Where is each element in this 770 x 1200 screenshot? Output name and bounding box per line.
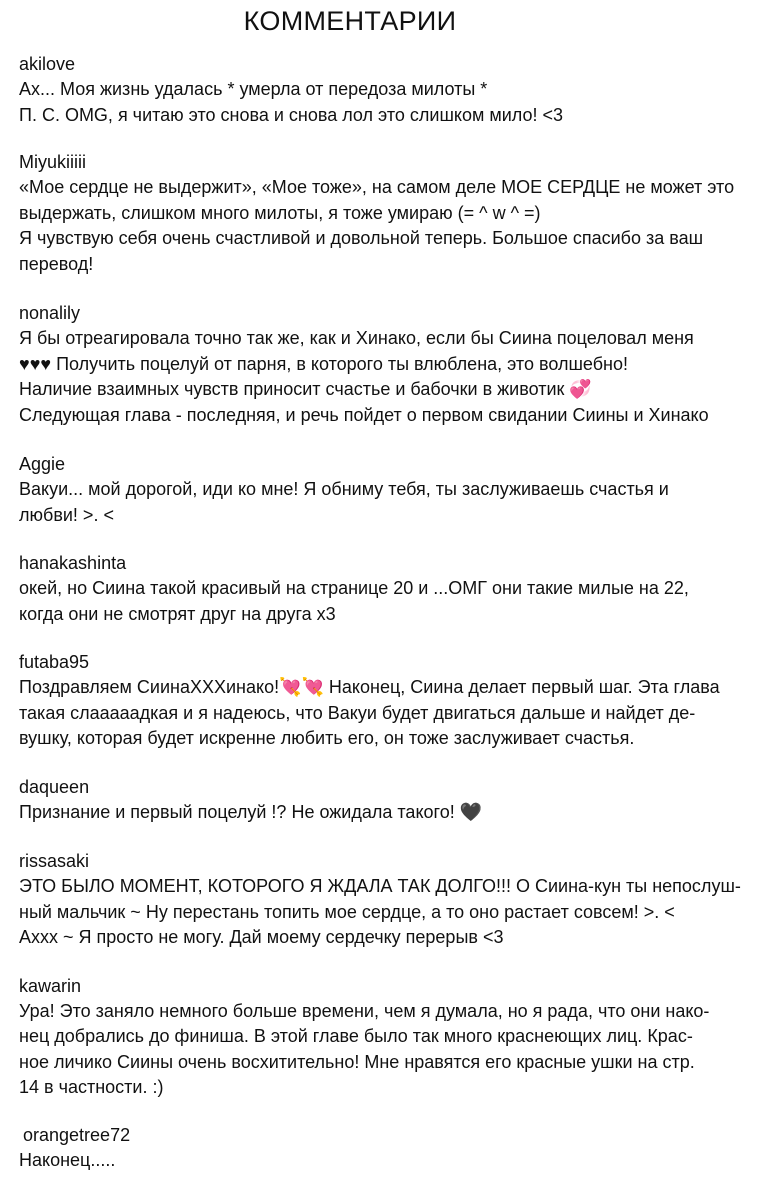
comment bbox=[19, 650, 764, 752]
comment-text-line: «Мое сердце не выдержит», «Мое тоже», на самом деле МОЕ СЕРДЦЕ не может это bbox=[19, 177, 735, 197]
comment-text-line: окей, но Сиина такой красивый на странице 20 и ...ОМГ они такие милые на 22, bbox=[19, 578, 689, 598]
comment bbox=[19, 974, 764, 1101]
comment bbox=[19, 775, 764, 826]
comment bbox=[19, 551, 764, 627]
comment-text-line: Ах... Моя жизнь удалась * умерла от передоза милоты * bbox=[19, 79, 488, 99]
comment-author: orangetree72 bbox=[23, 1124, 131, 1145]
comment-text-line: П. С. OMG, я читаю это снова и снова лол это слишком мило! <3 bbox=[19, 104, 564, 125]
comment-author: Miyukiiiii bbox=[19, 152, 86, 172]
comment-text-line: нец добрались до финиша. В этой главе было так много краснеющих лиц. Крас- bbox=[19, 1026, 693, 1046]
comment-text-line: ♥♥♥ Получить поцелуй от парня, в которого ты влюблена, это волшебно! bbox=[19, 353, 628, 374]
comment-text-line: вушку, которая будет искренне любить его, он тоже заслуживает счастья. bbox=[19, 728, 635, 748]
comment-text-line: Ура! Это заняло немного больше времени, чем я думала, но я рада, что они нако- bbox=[19, 1000, 710, 1021]
comment-author: daqueen bbox=[19, 776, 90, 797]
comment-author: nonalily bbox=[19, 303, 81, 323]
comment-text-line: Признание и первый поцелуй !? Не ожидала такого! 🖤 bbox=[19, 801, 483, 822]
comment bbox=[19, 849, 764, 951]
comment-text-line: 14 в частности. :) bbox=[19, 1077, 164, 1097]
comment bbox=[19, 150, 764, 277]
comment-author: rissasaki bbox=[19, 851, 90, 871]
comment-text-line: Я бы отреагировала точно так же, как и Хинако, если бы Сиина поцеловал меня bbox=[19, 328, 694, 348]
comment-text-line: Вакуи... мой дорогой, иди ко мне! Я обниму тебя, ты заслуживаешь счастья и bbox=[19, 479, 669, 499]
comment-text-line: Наличие взаимных чувств приносит счастье и бабочки в животик 💞 bbox=[19, 379, 592, 399]
comment-text-line: Я чувствую себя очень счастливой и довольной теперь. Большое спасибо за ваш bbox=[19, 228, 704, 248]
comment-author: hanakashinta bbox=[19, 553, 127, 573]
comments-list bbox=[19, 52, 764, 1199]
page-title: КОММЕНТАРИИ bbox=[243, 6, 457, 36]
comment-text-line: Наконец..... bbox=[19, 1149, 116, 1170]
comment-author: Aggie bbox=[19, 454, 66, 474]
comment bbox=[19, 1123, 764, 1174]
comment-text-line: Поздравляем СиинаXXХинако!💘💘 Наконец, Сиина делает первый шаг. Эта глава bbox=[19, 677, 720, 697]
comment bbox=[19, 52, 764, 128]
comment bbox=[19, 452, 764, 528]
comment-text-line: ный мальчик ~ Ну перестань топить мое сердце, а то оно растает совсем! >. < bbox=[19, 901, 675, 922]
comment-text-line: ное личико Сиины очень восхитительно! Мне нравятся его красные ушки на стр. bbox=[19, 1051, 695, 1072]
comment-author: akilove bbox=[19, 54, 76, 74]
comment-text-line: перевод! bbox=[19, 253, 94, 274]
comment-text-line: такая слааааадкая и я надеюсь, что Вакуи будет двигаться дальше и найдет де- bbox=[19, 702, 696, 723]
comment-author: futaba95 bbox=[19, 652, 90, 672]
comment bbox=[19, 301, 764, 428]
comment-text-line: ЭТО БЫЛО МОМЕНТ, КОТОРОГО Я ЖДАЛА ТАК ДОЛГО!!! О Сиина-кун ты непослуш- bbox=[19, 876, 741, 896]
comment-text-line: Следующая глава - последняя, и речь пойдет о первом свидании Сиины и Хинако bbox=[19, 404, 709, 425]
comment-text-line: когда они не смотрят друг на друга x3 bbox=[19, 603, 336, 624]
comment-text-line: Аххх ~ Я просто не могу. Дай моему сердечку перерыв <3 bbox=[19, 927, 504, 947]
comment-author: kawarin bbox=[19, 975, 82, 996]
comment-text-line: выдержать, слишком много милоты, я тоже умираю (= ^ w ^ =) bbox=[19, 202, 541, 223]
comment-text-line: любви! >. < bbox=[19, 504, 114, 525]
